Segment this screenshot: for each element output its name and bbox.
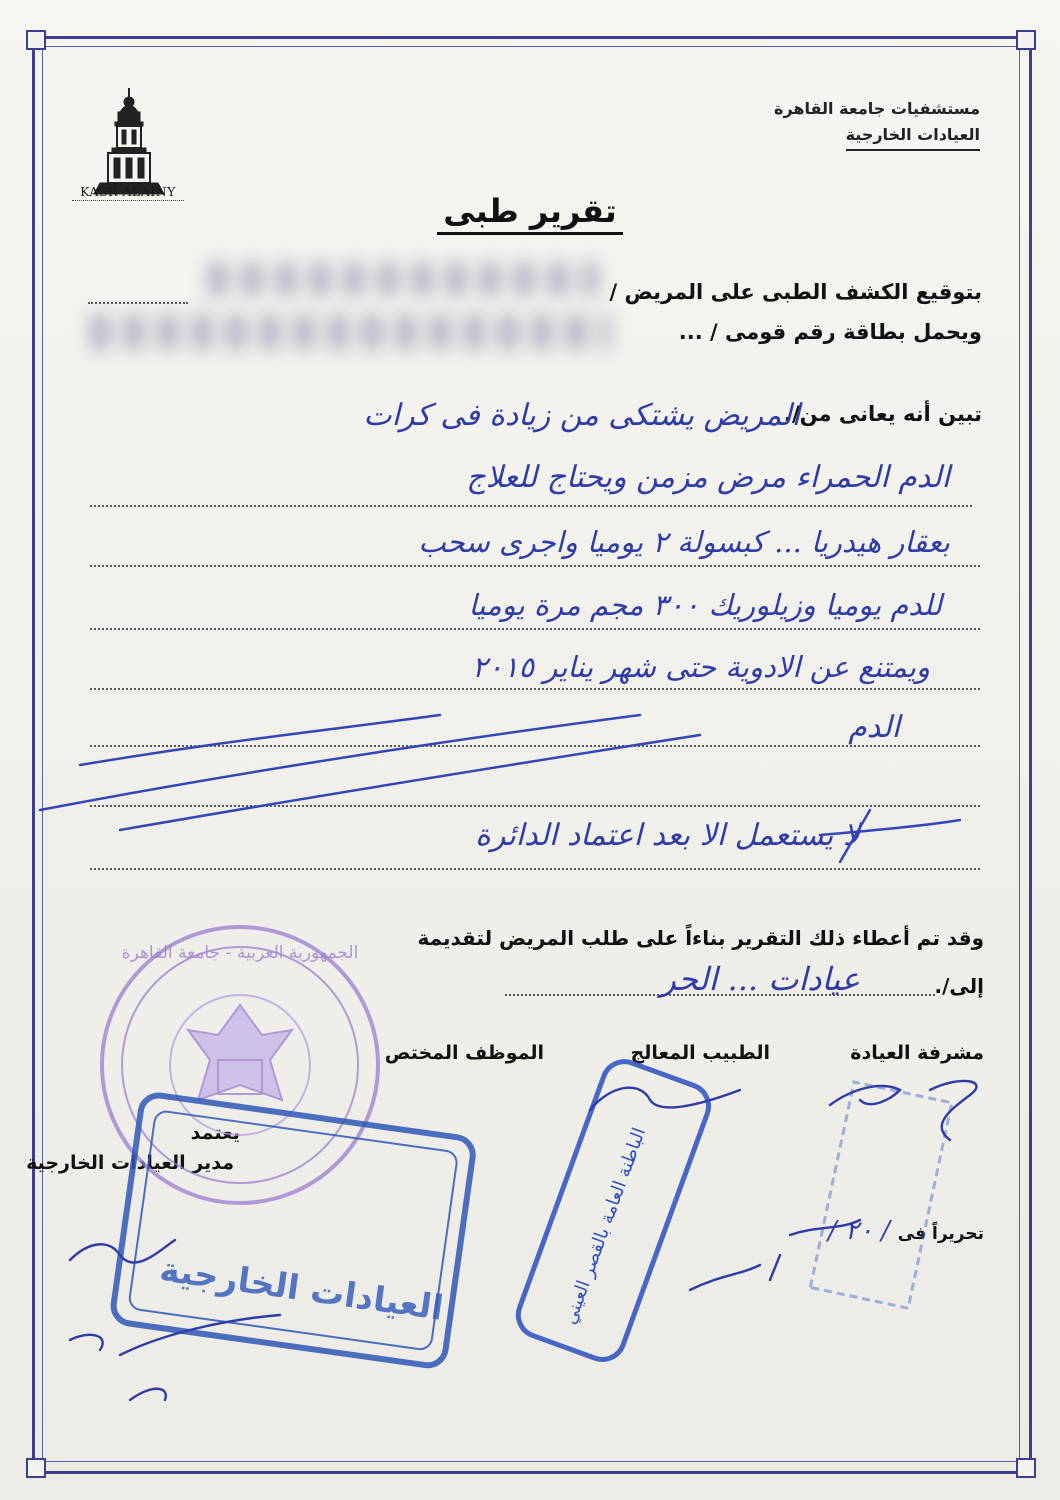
nurse-supervisor-label: مشرفة العيادة bbox=[850, 1042, 984, 1064]
frame-corner bbox=[26, 30, 46, 50]
dotted-line bbox=[90, 565, 980, 567]
frame-corner bbox=[1016, 30, 1036, 50]
dotted-line bbox=[90, 688, 980, 690]
logo-text: KASR ALAINY bbox=[80, 184, 176, 199]
clinic-rect-stamp-text: العيادات الخارجية bbox=[157, 1249, 446, 1329]
clinic-name: العيادات الخارجية bbox=[846, 122, 980, 151]
hospital-header bbox=[774, 96, 980, 151]
employee-label: الموظف المختص bbox=[384, 1042, 544, 1064]
diagnosis-handwriting-line: الدم الحمراء مرض مزمن ويحتاج للعلاج bbox=[466, 460, 950, 495]
issued-to-value: عيادات ... الحر bbox=[660, 960, 860, 998]
issued-statement: وقد تم أعطاء ذلك التقرير بناءاً على طلب المريض لتقديمة bbox=[417, 926, 984, 950]
approve-label: يعتمد bbox=[190, 1122, 240, 1144]
diagnosis-handwriting-line: بعقار هيدريا ... كبسولة ٢ يوميا واجرى سحب bbox=[418, 525, 950, 559]
inner-frame bbox=[42, 46, 1020, 1462]
diagnosis-handwriting-line: للدم يوميا وزيلوريك ٣٠٠ مجم مرة يوميا bbox=[468, 588, 942, 622]
report-title-text: تقرير طبى bbox=[437, 192, 623, 235]
date-label: تحريراً فى bbox=[897, 1224, 984, 1244]
issued-to-label: إلى/. bbox=[934, 974, 984, 998]
diagnosis-handwriting-line: المريض يشتكى من زيادة فى كرات bbox=[363, 398, 800, 433]
frame-corner bbox=[1016, 1458, 1036, 1478]
treating-doctor-label: الطبيب المعالج bbox=[630, 1042, 770, 1064]
diagnosis-handwriting-line: ويمتنع عن الادوية حتى شهر يناير ٢٠١٥ bbox=[471, 650, 930, 684]
report-title bbox=[0, 192, 1060, 235]
diagnosis-handwriting-line: الدم bbox=[848, 710, 900, 745]
dotted-line bbox=[90, 805, 980, 807]
doctor-stamp-text: الباطنة العامة بالقصر العيني bbox=[559, 1124, 651, 1328]
national-id-label: ويحمل بطاقة رقم قومى / ... bbox=[678, 320, 982, 344]
patient-label: بتوقيع الكشف الطبى على المريض / bbox=[609, 280, 982, 304]
director-label: مدير العيادات الخارجية bbox=[26, 1152, 234, 1174]
diagnosis-label: تبين أنه يعانى من/. bbox=[784, 402, 982, 426]
round-seal-text: الجمهورية العربية - جامعة القاهرة bbox=[121, 943, 359, 963]
redacted-patient-name bbox=[208, 262, 598, 296]
frame-corner bbox=[26, 1458, 46, 1478]
dotted-line bbox=[90, 628, 980, 630]
redacted-national-id bbox=[90, 314, 610, 350]
hospital-name: مستشفيات جامعة القاهرة bbox=[774, 99, 980, 118]
dotted-line bbox=[90, 868, 980, 870]
dotted-line bbox=[90, 505, 972, 507]
patient-name-dots bbox=[88, 302, 188, 304]
strike-note: لا يستعمل الا بعد اعتماد الدائرة bbox=[475, 818, 860, 853]
dotted-line bbox=[90, 745, 980, 747]
date-value: / ٢٠ / bbox=[828, 1216, 890, 1246]
